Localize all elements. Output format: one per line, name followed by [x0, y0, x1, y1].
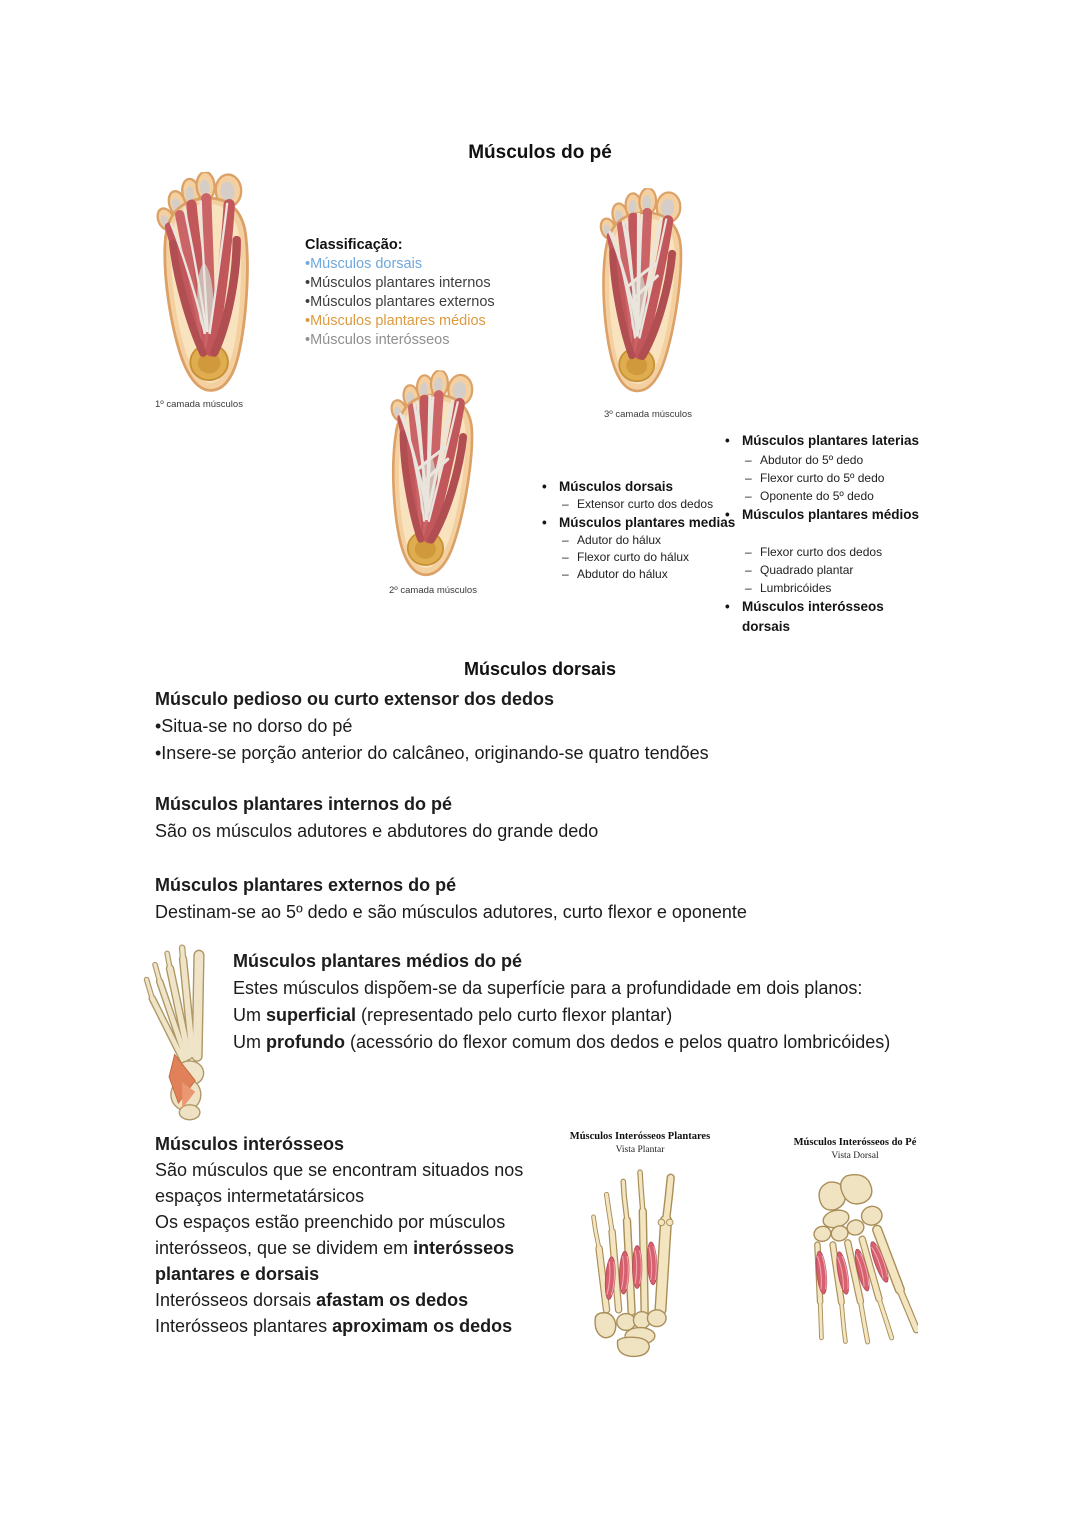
body-line: São músculos que se encontram situados nos: [155, 1160, 524, 1180]
section-medios-body: [233, 948, 993, 1056]
figure-foot-layer2-caption: 2º camada músculos: [389, 585, 477, 596]
classification-heading: Classificação:: [305, 237, 403, 253]
foot-skeleton-oblique-illustration: [141, 939, 227, 1123]
list-group-title: • Músculos plantares médios: [723, 505, 928, 525]
foot-plantar-muscles-layer3-illustration: [581, 186, 700, 400]
list-group-title: • Músculos plantares medias: [540, 513, 760, 532]
body-line: •Situa-se no dorso do pé: [155, 716, 353, 736]
foot-plantar-muscles-layer2-illustration: [371, 367, 492, 584]
figure-interossei-plantar: [545, 1131, 735, 1361]
body-line: interósseos, que se dividem em interósseos: [155, 1238, 515, 1258]
figure-foot-layer3-caption: 3º camada músculos: [604, 409, 692, 420]
body-line: Destinam-se ao 5º dedo e são músculos adutores, curto flexor e oponente: [155, 902, 747, 922]
body-line: Um superficial (representado pelo curto flexor plantar): [233, 1005, 673, 1025]
body-line: •Insere-se porção anterior do calcâneo, originando-se quatro tendões: [155, 743, 709, 763]
body-line: Interósseos plantares aproximam os dedos: [155, 1316, 513, 1336]
classification-block: [305, 236, 495, 350]
overview-list-right: [723, 431, 928, 637]
classification-item: •Músculos plantares médios: [305, 313, 486, 329]
list-group-title: • Músculos dorsais: [540, 477, 760, 496]
subsection-title: Músculos plantares internos do pé: [155, 794, 453, 814]
classification-item: •Músculos plantares externos: [305, 294, 495, 310]
interossei-dorsal-illustration: [792, 1167, 918, 1363]
body-line: espaços intermetatársicos: [155, 1186, 365, 1206]
foot-plantar-muscles-layer1-illustration: [144, 169, 270, 401]
section-interosseos-body: [155, 1131, 575, 1339]
subsection-title: Músculos plantares médios do pé: [233, 951, 523, 971]
figure-foot-layer1: [144, 169, 270, 401]
interossei-plantar-illustration: [582, 1161, 698, 1361]
list-group-title: • Músculos interósseos dorsais: [723, 597, 928, 637]
list-item: – Oponente do 5º dedo: [723, 487, 928, 505]
section-heading-dorsais: Músculos dorsais: [463, 659, 617, 679]
classification-item: •Músculos dorsais: [305, 256, 423, 272]
list-group: [723, 431, 928, 505]
body-line: Um profundo (acessório do flexor comum dos dedos e pelos quatro lombricóides): [233, 1032, 891, 1052]
section-dorsais-body: [155, 686, 935, 926]
list-item: – Abdutor do hálux: [540, 566, 760, 583]
subsection-title: Músculo pedioso ou curto extensor dos dedos: [155, 689, 555, 709]
subsection-title: Músculos plantares externos do pé: [155, 875, 457, 895]
page-title: Músculos do pé: [468, 141, 612, 163]
list-item: – Adutor do hálux: [540, 532, 760, 549]
figure-subtitle: Vista Plantar: [615, 1145, 665, 1155]
list-item: – Flexor curto dos dedos: [723, 543, 928, 561]
list-item: – Quadrado plantar: [723, 561, 928, 579]
figure-title: Músculos Interósseos Plantares: [569, 1131, 711, 1142]
list-item: – Lumbricóides: [723, 579, 928, 597]
list-item: – Abdutor do 5º dedo: [723, 451, 928, 469]
list-group: [723, 597, 928, 637]
list-item: – Extensor curto dos dedos: [540, 496, 760, 513]
list-group-title: • Músculos plantares laterias: [723, 431, 928, 451]
body-line: Estes músculos dispõem-se da superfície para a profundidade em dois planos:: [233, 978, 863, 998]
list-group: [723, 505, 928, 597]
classification-item: •Músculos interósseos: [305, 332, 450, 348]
figure-subtitle: Vista Dorsal: [831, 1151, 879, 1161]
figure-foot-layer1-caption: 1º camada músculos: [155, 399, 243, 410]
list-spacer: [723, 525, 928, 543]
subsection-title: Músculos interósseos: [155, 1134, 345, 1154]
figure-foot-skeleton-oblique: [141, 939, 227, 1123]
list-item: – Flexor curto do 5º dedo: [723, 469, 928, 487]
figure-foot-layer2: [371, 367, 492, 584]
classification-item: •Músculos plantares internos: [305, 275, 491, 291]
figure-title: Músculos Interósseos do Pé: [793, 1137, 917, 1148]
body-line: São os músculos adutores e abdutores do grande dedo: [155, 821, 599, 841]
body-line: Os espaços estão preenchido por músculos: [155, 1212, 506, 1232]
figure-foot-layer3: [581, 186, 700, 400]
body-line: Interósseos dorsais afastam os dedos: [155, 1290, 469, 1310]
list-item: – Flexor curto do hálux: [540, 549, 760, 566]
body-line: plantares e dorsais: [155, 1264, 320, 1284]
figure-interossei-dorsal: [760, 1137, 950, 1363]
